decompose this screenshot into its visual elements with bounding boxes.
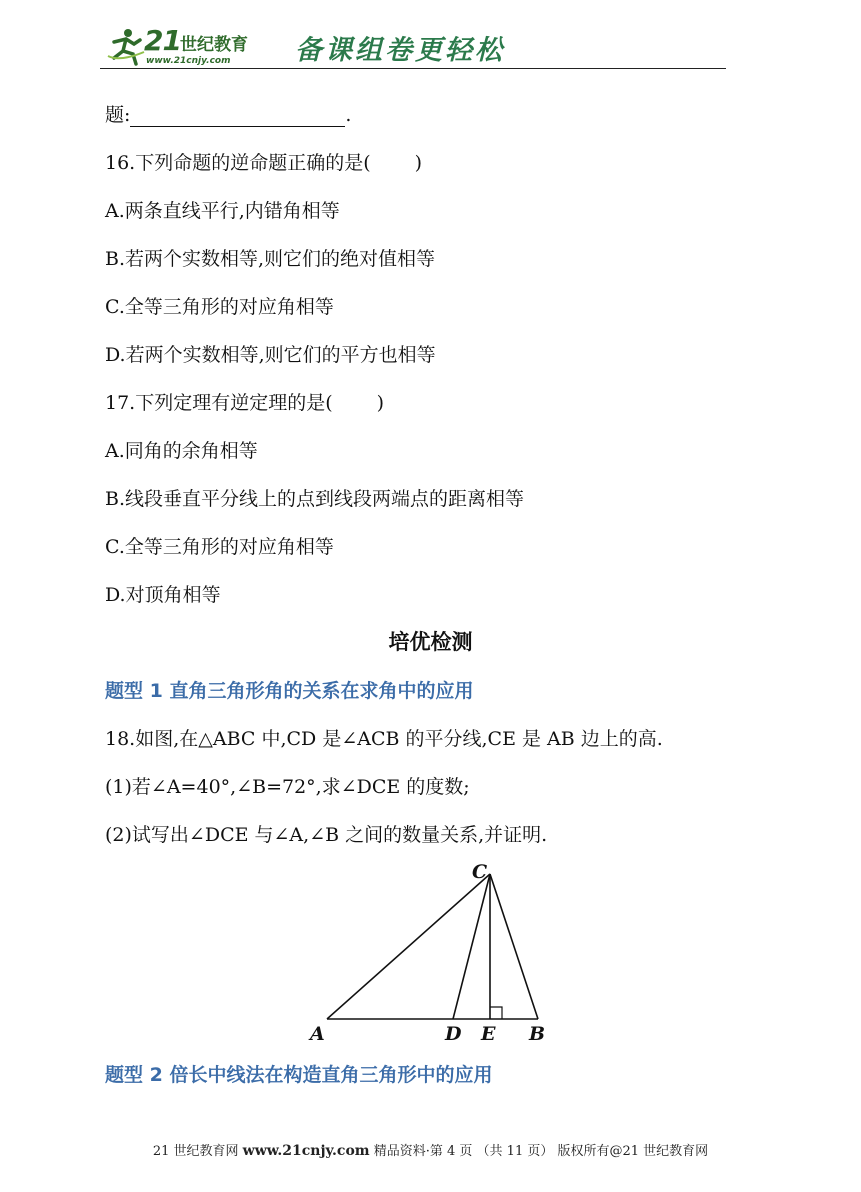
header-slogan: 备课组卷更轻松: [295, 35, 505, 66]
footer-page-info: 精品资料·第 4 页 （共 11 页） 版权所有@21 世纪教育网: [369, 1144, 709, 1159]
question-16-option-b: B.若两个实数相等,则它们的绝对值相等: [105, 248, 436, 270]
answer-blank: [130, 108, 345, 127]
question-16-option-d: D.若两个实数相等,则它们的平方也相等: [105, 344, 436, 366]
logo-name: 世纪教育: [180, 35, 248, 55]
page-header: [100, 22, 726, 72]
question-17-option-b: B.线段垂直平分线上的点到线段两端点的距离相等: [105, 488, 525, 510]
question-17-option-a: A.同角的余角相等: [105, 440, 258, 462]
label-a: A: [310, 1023, 325, 1045]
triangle-figure: [300, 852, 560, 1052]
label-e: E: [481, 1023, 496, 1045]
section-title: 培优检测: [388, 629, 473, 654]
question-17-close: ): [376, 392, 385, 414]
fill-blank-line: [105, 100, 351, 127]
label-c: C: [472, 861, 488, 883]
question-16-stem: [105, 148, 422, 175]
question-18-stem: 18.如图,在△ABC 中,CD 是∠ACB 的平分线,CE 是 AB 边上的高.: [105, 728, 663, 750]
page-footer: [0, 1140, 861, 1159]
label-d: D: [445, 1023, 462, 1045]
label-b: B: [529, 1023, 546, 1045]
question-17-option-c: C.全等三角形的对应角相等: [105, 536, 334, 558]
question-17-stem: [105, 388, 384, 415]
logo-url: www.21cnjy.com: [146, 56, 231, 66]
side-bc: [490, 874, 538, 1019]
question-18-part-2: (2)试写出∠DCE 与∠A,∠B 之间的数量关系,并证明.: [105, 824, 548, 846]
question-type-2-heading: 题型 2 倍长中线法在构造直角三角形中的应用: [105, 1064, 493, 1086]
footer-brand: 21 世纪教育网: [152, 1144, 243, 1159]
question-type-1-heading: 题型 1 直角三角形角的关系在求角中的应用: [105, 680, 474, 702]
runner-logo-icon: [106, 26, 146, 66]
footer-site-link[interactable]: www.21cnjy.com: [242, 1143, 370, 1159]
blank-prefix: 题:: [105, 104, 131, 126]
logo-number: 21: [144, 24, 181, 57]
question-16-close: ): [414, 152, 423, 174]
question-17-text: 17.下列定理有逆定理的是(: [105, 392, 333, 414]
question-17-option-d: D.对顶角相等: [105, 584, 221, 606]
bisector-cd: [453, 874, 490, 1019]
question-16-option-c: C.全等三角形的对应角相等: [105, 296, 334, 318]
header-divider: [100, 68, 726, 69]
question-18-part-1: (1)若∠A=40°,∠B=72°,求∠DCE 的度数;: [105, 776, 470, 798]
side-ac: [327, 874, 490, 1019]
blank-suffix: .: [345, 104, 352, 126]
right-angle-mark: [490, 1007, 502, 1019]
question-16-text: 16.下列命题的逆命题正确的是(: [105, 152, 371, 174]
question-16-option-a: A.两条直线平行,内错角相等: [105, 200, 340, 222]
